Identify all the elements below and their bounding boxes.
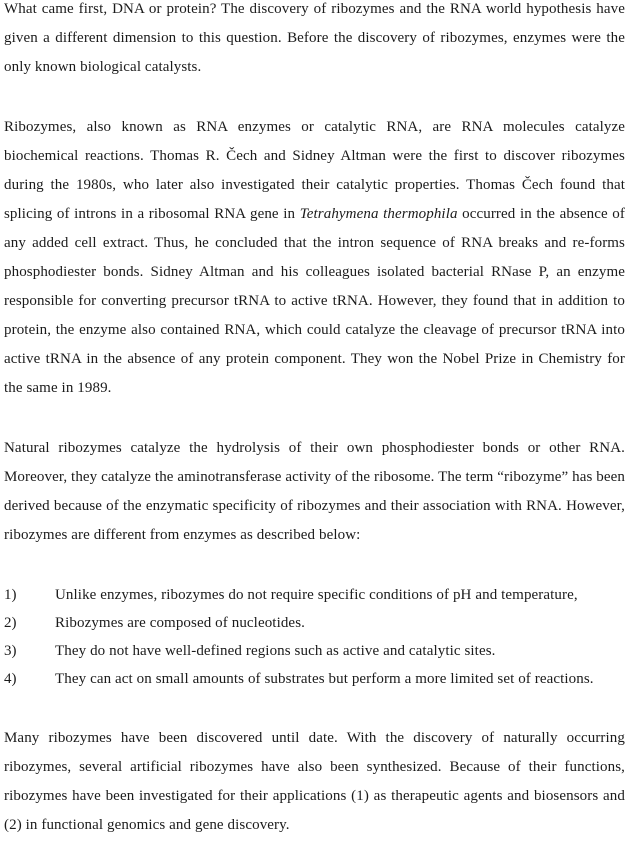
species-name-italic: Tetrahymena thermophila xyxy=(299,206,458,222)
list-item xyxy=(4,581,625,609)
list-item xyxy=(4,665,625,693)
list-item-text: Unlike enzymes, ribozymes do not require specific conditions of pH and temperature, xyxy=(55,587,578,603)
numbered-list xyxy=(4,581,625,693)
list-item-number: 3) xyxy=(4,643,17,659)
list-item-text: They can act on small amounts of substrates but perform a more limited set of reactions. xyxy=(55,671,594,687)
list-item xyxy=(4,637,625,665)
paragraph-discovery-text-before: Ribozymes, also known as RNA enzymes or catalytic RNA, are RNA molecules catalyze biochemical reactions. Thomas R. Čech and Sidney Altman were the first to discover ribozymes during the 1980s, who later also investigated their catalytic properties. Thomas Čech found that splicing of introns in a ribosomal RNA gene in xyxy=(4,119,625,222)
list-item-number: 1) xyxy=(4,587,17,603)
list-item xyxy=(4,609,625,637)
paragraph-ribozyme-properties: Natural ribozymes catalyze the hydrolysis of their own phosphodiester bonds or other RNA. Moreover, they catalyze the aminotransferase activity of the ribosome. The term “ribozyme” has been derived because of the enzymatic specificity of ribozymes and their association with RNA. However, ribozymes are different from enzymes as described below: xyxy=(4,440,625,543)
list-item-text: Ribozymes are composed of nucleotides. xyxy=(55,615,305,631)
paragraph-discovery-text-after: occurred in the absence of any added cell extract. Thus, he concluded that the intron sequence of RNA breaks and re-forms phosphodiester bonds. Sidney Altman and his colleagues isolated bacterial RNase P, an enzyme responsible for converting precursor tRNA to active tRNA. However, they found that in addition to protein, the enzyme also contained RNA, which could catalyze the cleavage of precursor tRNA into active tRNA in the absence of any protein component. They won the Nobel Prize in Chemistry for the same in 1989. xyxy=(4,206,625,396)
list-item-number: 2) xyxy=(4,615,17,631)
paragraph-applications: Many ribozymes have been discovered until date. With the discovery of naturally occurring ribozymes, several artificial ribozymes have also been synthesized. Because of their functions, ribozymes have been investigated for their applications (1) as therapeutic agents and biosensors and (2) in functional genomics and gene discovery. xyxy=(4,730,625,833)
list-item-text: They do not have well-defined regions such as active and catalytic sites. xyxy=(55,643,496,659)
list-item-number: 4) xyxy=(4,671,17,687)
paragraph-intro: What came first, DNA or protein? The discovery of ribozymes and the RNA world hypothesis have given a different dimension to this question. Before the discovery of ribozymes, enzymes were the only known biological catalysts. xyxy=(4,1,625,75)
paragraph-ribozyme-discovery xyxy=(4,113,625,403)
